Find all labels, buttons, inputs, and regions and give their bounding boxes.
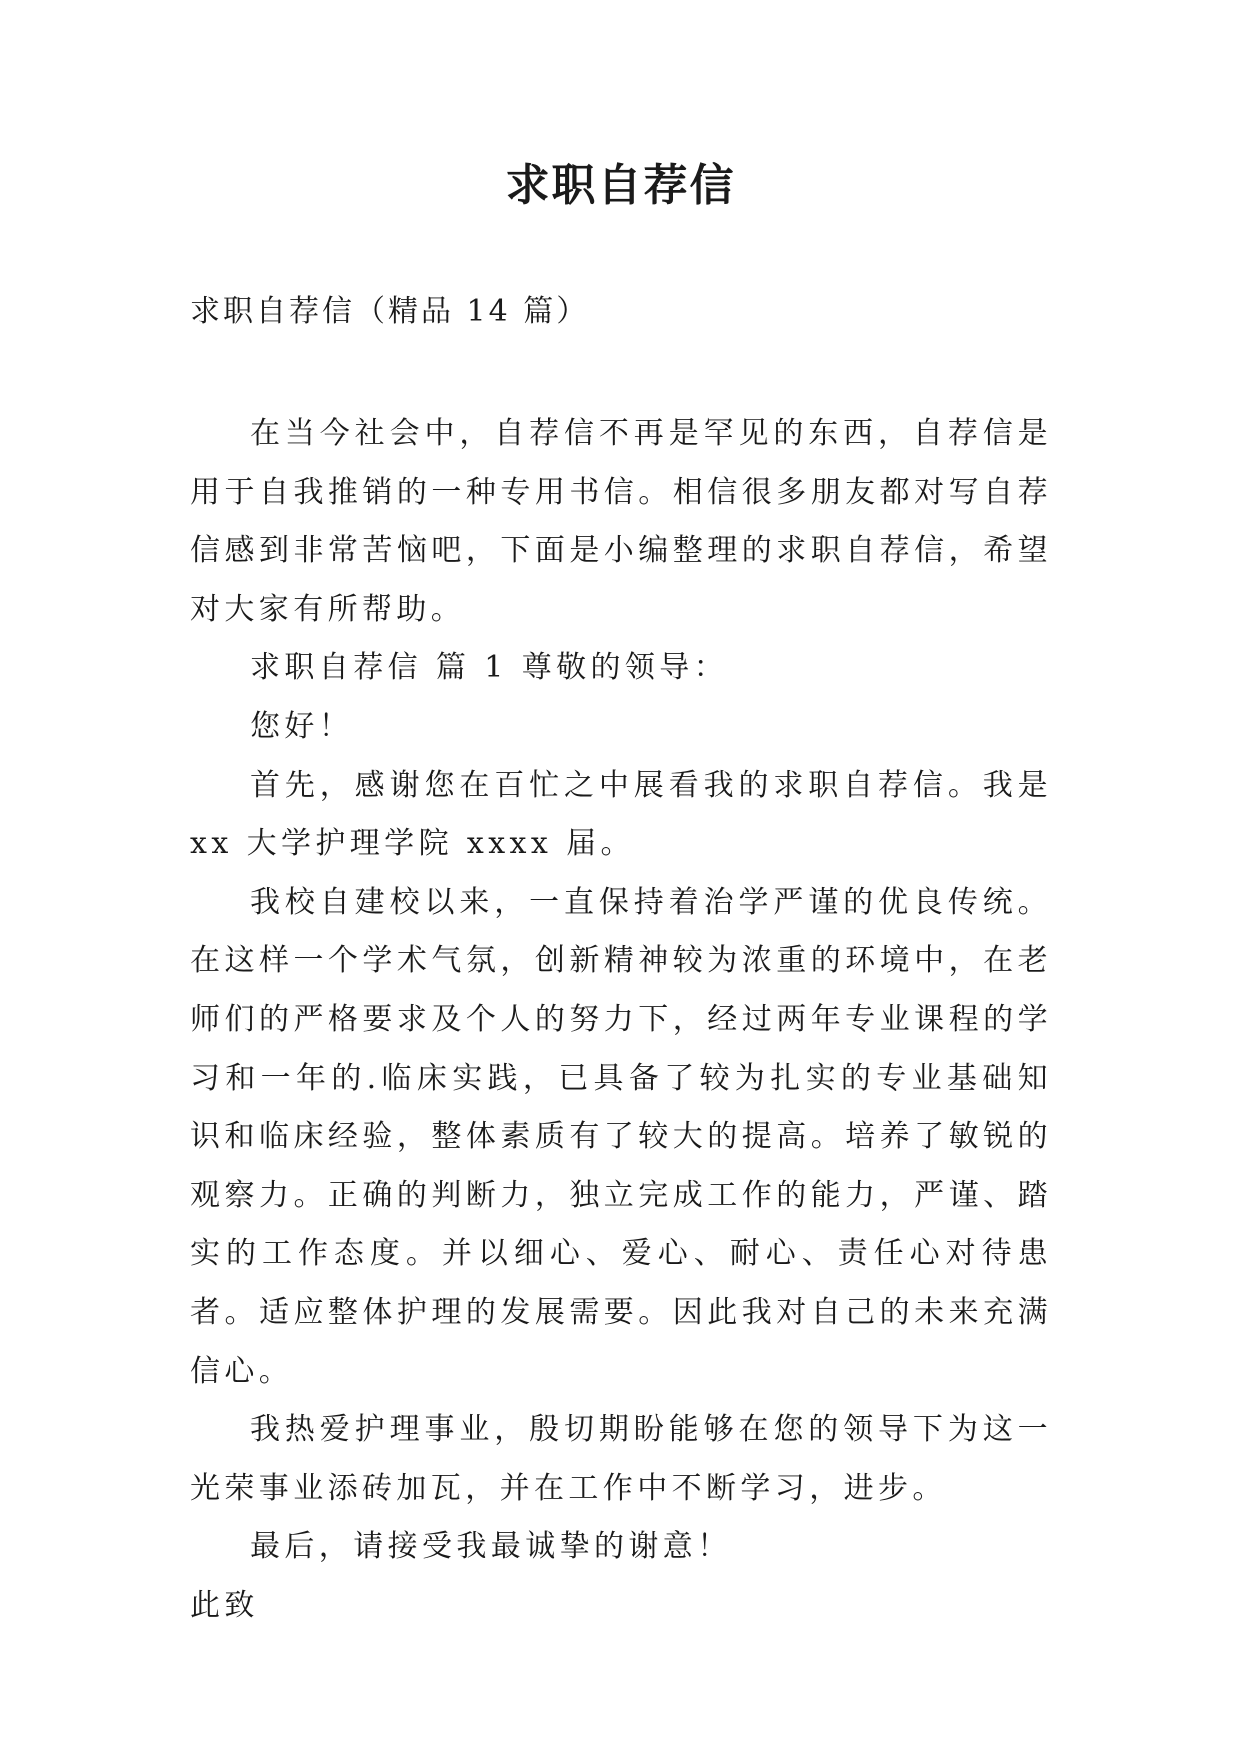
closing-thanks-paragraph: 最后，请接受我最诚挚的谢意！ xyxy=(250,1529,732,1565)
body-paragraph: 我热爱护理事业，殷切期盼能够在您的领导下为这一光荣事业添砖加瓦，并在工作中不断学习，进步。 xyxy=(190,1412,1052,1506)
document-subtitle: 求职自荐信（精品 14 篇） xyxy=(190,294,590,329)
closing-phrase: 此致 xyxy=(190,1587,259,1623)
page-title: 求职自荐信 xyxy=(505,160,736,211)
section-heading-salutation: 求职自荐信 篇 1 尊敬的领导： xyxy=(250,650,729,686)
letter-body xyxy=(190,405,1052,1635)
body-paragraph: 我校自建校以来，一直保持着治学严谨的优良传统。在这样一个学术气氛，创新精神较为浓重的环境中，在老师们的严格要求及个人的努力下，经过两年专业课程的学习和一年的.临床实践，已具备了较为扎实的专业基础知识和临床经验，整体素质有了较大的提高。培养了敏锐的观察力。正确的判断力，独立完成工作的能力，严谨、踏实的工作态度。并以细心、爱心、耐心、责任心对待患者。适应整体护理的发展需要。因此我对自己的未来充满信心。 xyxy=(190,884,1052,1389)
body-paragraph: 首先，感谢您在百忙之中展看我的求职自荐信。我是 xx 大学护理学院 xxxx 届。 xyxy=(190,767,1052,862)
intro-paragraph: 在当今社会中，自荐信不再是罕见的东西，自荐信是用于自我推销的一种专用书信。相信很多朋友都对写自荐信感到非常苦恼吧，下面是小编整理的求职自荐信，希望对大家有所帮助。 xyxy=(190,416,1052,627)
greeting-paragraph: 您好！ xyxy=(250,708,354,744)
